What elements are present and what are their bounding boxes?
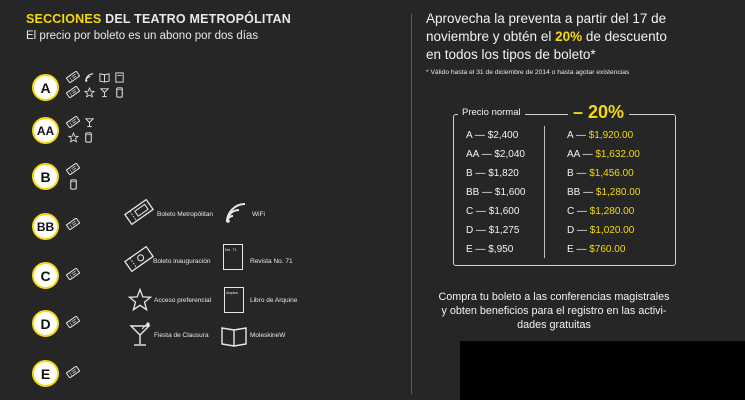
discount-price-value: $760.00 xyxy=(589,244,626,255)
price-table-separator xyxy=(544,126,545,258)
ticket-icon xyxy=(66,268,80,280)
normal-price-value: $1,275 xyxy=(488,225,520,236)
normal-price-value: $1,820 xyxy=(488,168,519,179)
row-separator: — xyxy=(473,225,489,236)
normal-price-value: $1,600 xyxy=(488,206,520,217)
legend-magazine-icon xyxy=(223,244,243,270)
row-section: C xyxy=(466,206,474,217)
section-a-benefits xyxy=(66,71,125,98)
normal-price-row xyxy=(466,183,526,202)
cocktail-icon xyxy=(84,117,95,128)
section-e-benefits xyxy=(66,366,80,378)
discount-price-column xyxy=(567,126,640,259)
notebook-icon xyxy=(83,132,94,143)
legend-label-book: Libro de Arquine xyxy=(250,297,298,304)
row-section: B xyxy=(466,168,473,179)
row-section: A xyxy=(466,130,473,141)
row-separator: — xyxy=(579,149,596,160)
panel-divider xyxy=(411,14,412,394)
row-separator: — xyxy=(478,149,495,160)
legend-label-ticket: Boleto Metropólitan xyxy=(157,211,214,218)
discount-price-row xyxy=(567,240,640,259)
discount-price-value: $1,020.00 xyxy=(589,225,635,236)
row-separator: — xyxy=(574,225,590,236)
title-rest: DEL TEATRO METROPÓLITAN xyxy=(101,12,291,26)
legend-cocktail-icon xyxy=(128,322,152,353)
row-separator: — xyxy=(472,244,489,255)
section-aa-benefits xyxy=(66,116,95,143)
legend-inauguration-ticket-icon xyxy=(124,244,154,279)
discount-price-value: $1,280.00 xyxy=(589,206,635,217)
normal-price-row xyxy=(466,145,526,164)
section-badge-bb: BB xyxy=(32,213,59,240)
section-badge-e: E xyxy=(32,360,59,387)
legend-wifi-icon xyxy=(224,201,248,230)
notebook-icon xyxy=(68,179,79,190)
row-section: BB xyxy=(466,187,480,198)
normal-price-column xyxy=(466,126,526,259)
row-section: E xyxy=(466,244,473,255)
cta-line-2: y obten beneficios para el registro en las activi- xyxy=(441,305,667,317)
section-b-benefits xyxy=(66,163,80,190)
legend-label-cocktail: Fiesta de Clausura xyxy=(154,332,209,339)
row-section: D xyxy=(466,225,474,236)
row-section: BB xyxy=(567,187,581,198)
section-d-benefits xyxy=(66,316,80,328)
row-separator: — xyxy=(574,206,590,217)
row-section: E xyxy=(567,244,574,255)
legend-label-star: Acceso preferencial xyxy=(154,297,212,304)
discount-price-row xyxy=(567,183,640,202)
legend-label-notebook: MoleskineW xyxy=(250,332,286,339)
promo-line-2 xyxy=(426,28,726,46)
cta-line-1: Compra tu boleto a las conferencias magistrales xyxy=(438,291,670,303)
normal-price-value: $2,400 xyxy=(487,130,519,141)
discount-price-row xyxy=(567,164,640,183)
star-icon xyxy=(68,132,79,143)
normal-price-value: $2,040 xyxy=(494,149,525,160)
normal-price-header: Precio normal xyxy=(458,107,525,118)
promo-line-2b: de descuento xyxy=(582,29,667,44)
star-icon xyxy=(84,87,95,98)
section-badge-c: C xyxy=(32,262,59,289)
discount-price-row xyxy=(567,145,640,164)
normal-price-row xyxy=(466,240,526,259)
normal-price-row xyxy=(466,202,526,221)
page-subtitle: El precio por boleto es un abono por dos días xyxy=(26,30,259,42)
normal-price-row xyxy=(466,221,526,240)
row-section: A xyxy=(567,130,574,141)
magazine-icon xyxy=(114,72,125,83)
wifi-icon xyxy=(84,72,95,83)
cta-text xyxy=(420,290,688,332)
section-bb-benefits xyxy=(66,218,80,230)
legend-label-inauguration: Boleto inauguración xyxy=(153,258,211,265)
promo-footnote: * Válido hasta el 31 de diciembre de 2014 o hasta agotar existencias xyxy=(426,69,630,76)
discount-price-value: $1,456.00 xyxy=(589,168,634,179)
cocktail-icon xyxy=(99,87,110,98)
legend-star-icon xyxy=(128,288,152,317)
normal-price-row xyxy=(466,126,526,145)
row-section: D xyxy=(567,225,575,236)
row-separator: — xyxy=(573,244,590,255)
inauguration-ticket-icon xyxy=(66,86,80,98)
section-badge-b: B xyxy=(32,163,59,190)
legend-ticket-icon xyxy=(124,198,154,231)
legend-label-magazine: Revista No. 71 xyxy=(250,258,293,265)
legend-book-icon xyxy=(224,287,244,313)
row-section: AA xyxy=(567,149,580,160)
promo-line-2a: noviembre y obtén el xyxy=(426,29,556,44)
discount-header: – 20% xyxy=(568,102,629,122)
row-separator: — xyxy=(479,187,495,198)
legend-notebook-icon xyxy=(221,325,247,352)
ticket-icon xyxy=(66,366,80,378)
ticket-icon xyxy=(66,163,80,175)
book-icon-text: Arquine xyxy=(226,291,239,295)
page-title xyxy=(26,12,291,26)
section-badge-d: D xyxy=(32,310,59,337)
magazine-icon-text: No. 71 xyxy=(225,247,237,252)
row-separator: — xyxy=(580,187,596,198)
promo-text xyxy=(426,10,726,64)
row-separator: — xyxy=(573,130,589,141)
normal-price-value: $1,600 xyxy=(494,187,526,198)
black-overlay-box xyxy=(460,341,745,400)
promo-line-1: Aprovecha la preventa a partir del 17 de xyxy=(426,11,667,26)
notebook-icon xyxy=(114,87,125,98)
row-section: B xyxy=(567,168,574,179)
discount-price-row xyxy=(567,202,640,221)
cta-line-3: dades gratuitas xyxy=(517,319,591,331)
section-badge-a: A xyxy=(32,74,59,101)
book-icon xyxy=(99,72,110,83)
discount-price-row xyxy=(567,126,640,145)
title-highlight: SECCIONES xyxy=(26,12,102,26)
promo-line-3: en todos los tipos de boleto* xyxy=(426,47,596,62)
normal-price-value: $,950 xyxy=(488,244,514,255)
ticket-icon xyxy=(66,218,80,230)
discount-price-row xyxy=(567,221,640,240)
ticket-icon xyxy=(66,71,80,83)
promo-percent: 20% xyxy=(555,29,583,44)
row-separator: — xyxy=(472,168,489,179)
row-section: C xyxy=(567,206,575,217)
row-separator: — xyxy=(472,130,488,141)
section-badge-aa: AA xyxy=(32,117,59,144)
row-separator: — xyxy=(573,168,590,179)
section-c-benefits xyxy=(66,268,80,280)
ticket-icon xyxy=(66,316,80,328)
row-section: AA xyxy=(466,149,479,160)
legend-label-wifi: WiFi xyxy=(252,211,265,218)
ticket-icon xyxy=(66,116,80,128)
discount-price-value: $1,632.00 xyxy=(595,149,640,160)
normal-price-row xyxy=(466,164,526,183)
discount-price-value: $1,920.00 xyxy=(588,130,634,141)
row-separator: — xyxy=(473,206,489,217)
discount-price-value: $1,280.00 xyxy=(595,187,641,198)
